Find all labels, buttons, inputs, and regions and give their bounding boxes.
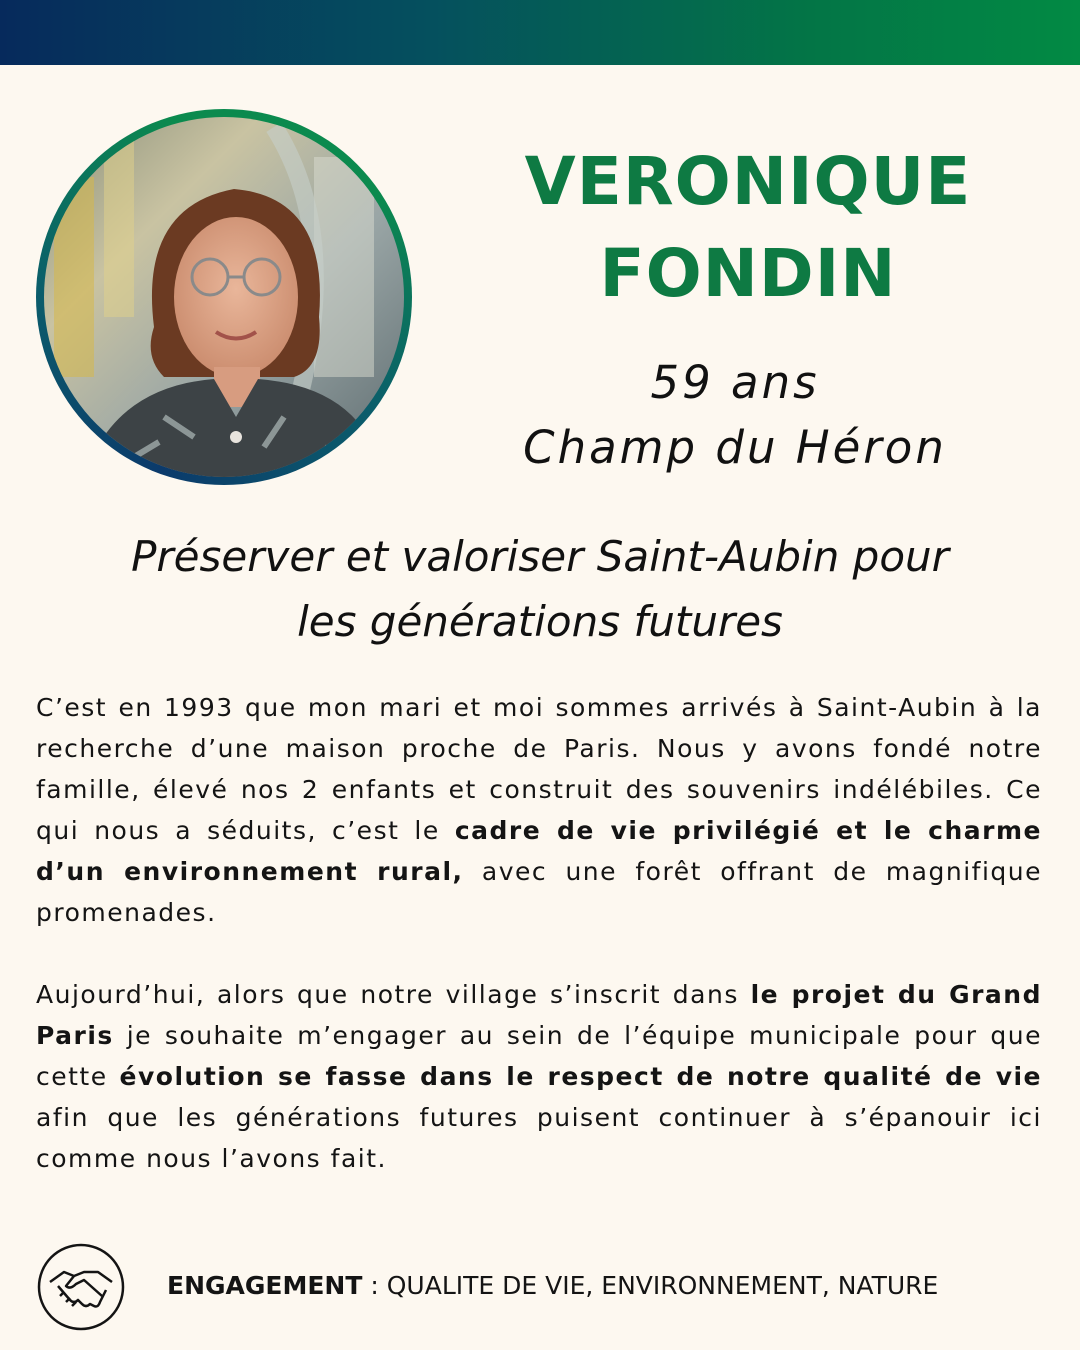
engagement-line xyxy=(167,1268,938,1304)
portrait-photo xyxy=(44,117,404,477)
paragraph-2-text-1: Aujourd’hui, alors que notre village s’inscrit dans xyxy=(36,980,751,1009)
motto-line-1: Préserver et valoriser Saint-Aubin pour xyxy=(131,532,949,581)
candidate-age: 59 ans xyxy=(650,356,820,409)
engagement-separator: : xyxy=(362,1271,387,1300)
paragraph-1-text-2: avec une forêt offrant de magnifique promenades. xyxy=(36,857,1043,927)
engagement-values: QUALITE DE VIE, ENVIRONNEMENT, NATURE xyxy=(386,1271,939,1300)
paragraph-2-text-2: je souhaite m’engager au sein de l’équipe municipale pour que cette xyxy=(36,1021,1042,1091)
paragraph-2-bold-1: le projet du Grand Paris xyxy=(36,980,1042,1050)
portrait-ring xyxy=(36,109,412,485)
handshake-icon xyxy=(36,1242,126,1332)
candidate-neighborhood: Champ du Héron xyxy=(523,421,947,474)
first-name: VERONIQUE xyxy=(524,143,972,220)
paragraph-2-text-3: afin que les générations futures puisent continuer à s’épanouir ici comme nous l’avons fait. xyxy=(36,1103,1042,1173)
motto-line-2: les générations futures xyxy=(297,597,783,646)
paragraph-2 xyxy=(36,974,1042,1179)
candidate-meta xyxy=(470,350,1000,480)
paragraph-2-bold-2: évolution se fasse dans le respect de notre qualité de vie xyxy=(119,1062,1043,1091)
paragraph-1 xyxy=(36,687,1042,933)
top-gradient-bar xyxy=(0,0,1080,65)
candidate-name xyxy=(470,136,1026,320)
last-name: FONDIN xyxy=(599,235,897,312)
paragraph-1-bold-1: cadre de vie privilégié et le charme d’un environnement rural, xyxy=(36,816,1042,886)
paragraph-1-text-1: C’est en 1993 que mon mari et moi sommes arrivés à Saint-Aubin à la recherche d’une maison proche de Paris. Nous y avons fondé notre famille, élevé nos 2 enfants et construit des souvenirs indélébiles. Ce qui nous a séduits, c’est le xyxy=(36,693,1042,845)
engagement-label: ENGAGEMENT xyxy=(167,1271,363,1300)
motto xyxy=(40,524,1040,654)
